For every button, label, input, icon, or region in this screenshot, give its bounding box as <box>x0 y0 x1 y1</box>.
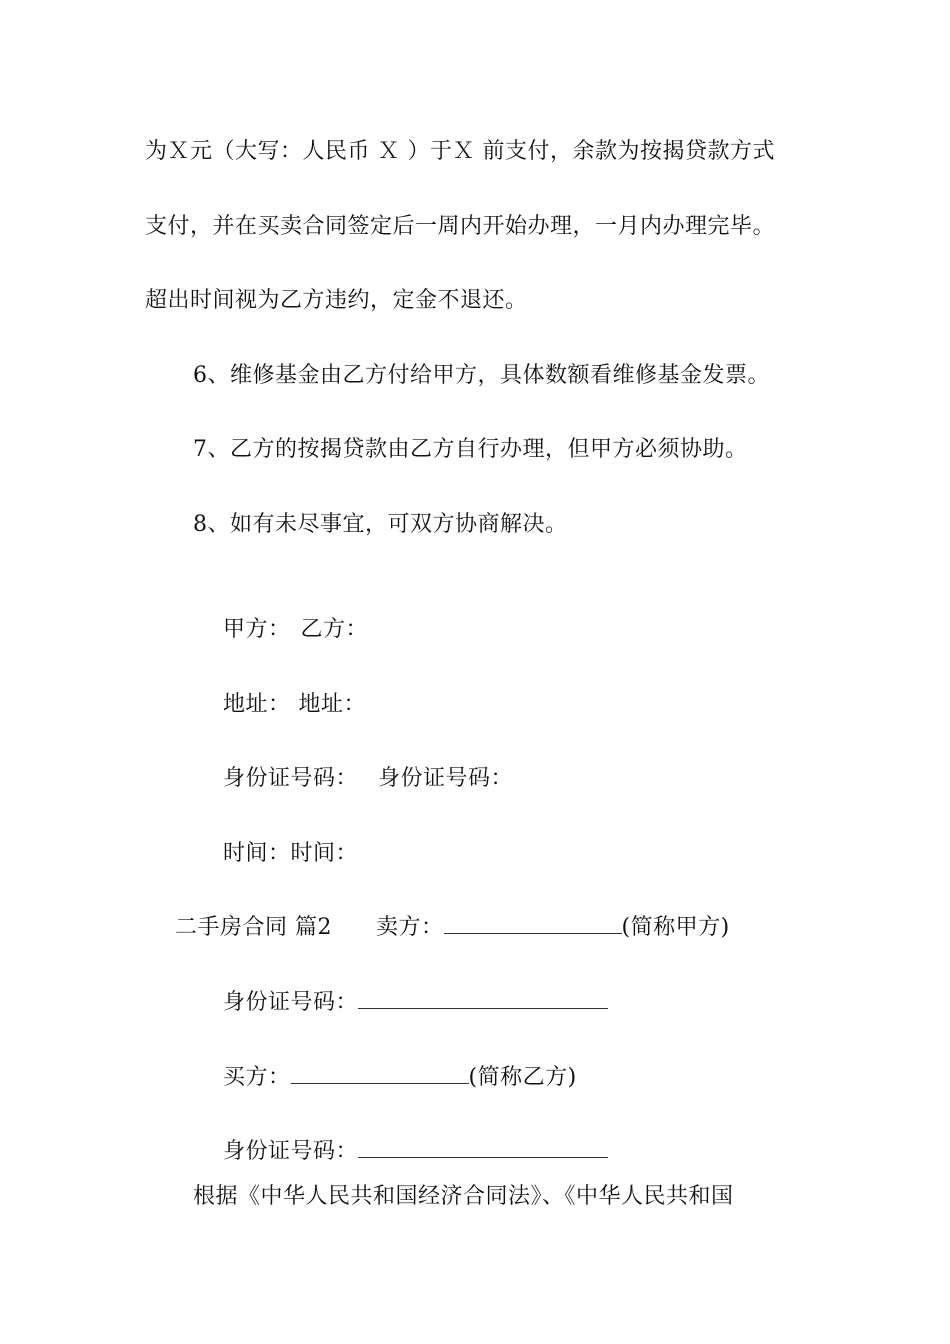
clause-7: 7、乙方的按揭贷款由乙方自行办理，但甲方必须协助。 <box>193 437 748 462</box>
buyer-label: 买方： <box>222 1065 291 1090</box>
legal-basis-line: 根据《中华人民共和国经济合同法》、《中华人民共和国 <box>193 1184 734 1209</box>
seller-label: 卖方： <box>375 915 444 940</box>
party-b-label: 乙方： <box>300 617 369 642</box>
address-b-label: 地址： <box>298 692 367 717</box>
paragraph-line-3: 超出时间视为乙方违约，定金不退还。 <box>145 288 528 313</box>
id-b-label: 身份证号码： <box>378 766 514 791</box>
buyer-suffix: (简称乙方) <box>468 1065 577 1090</box>
time-b-label: 时间： <box>290 841 359 866</box>
id-a-label: 身份证号码： <box>222 766 358 791</box>
address-a-label: 地址： <box>222 692 291 717</box>
clause-8: 8、如有未尽事宜，可双方协商解决。 <box>193 512 568 537</box>
buyer-id-label: 身份证号码： <box>222 1139 358 1164</box>
paragraph-line-2: 支付，并在买卖合同签定后一周内开始办理，一月内办理完毕。 <box>145 214 776 239</box>
buyer-id-blank <box>358 1139 608 1158</box>
seller-id-blank <box>358 990 608 1009</box>
time-a-label: 时间： <box>222 841 291 866</box>
seller-suffix: (简称甲方) <box>621 915 730 940</box>
section2-title: 二手房合同 篇2 <box>174 915 332 940</box>
paragraph-line-1: 为Ｘ元（大写：人民币 Ｘ ）于Ｘ 前支付，余款为按揭贷款方式 <box>145 139 775 164</box>
seller-id-label: 身份证号码： <box>222 990 358 1015</box>
party-a-label: 甲方： <box>222 617 291 642</box>
clause-6: 6、维修基金由乙方付给甲方，具体数额看维修基金发票。 <box>193 363 770 388</box>
buyer-blank <box>291 1065 469 1084</box>
seller-blank <box>444 915 622 934</box>
